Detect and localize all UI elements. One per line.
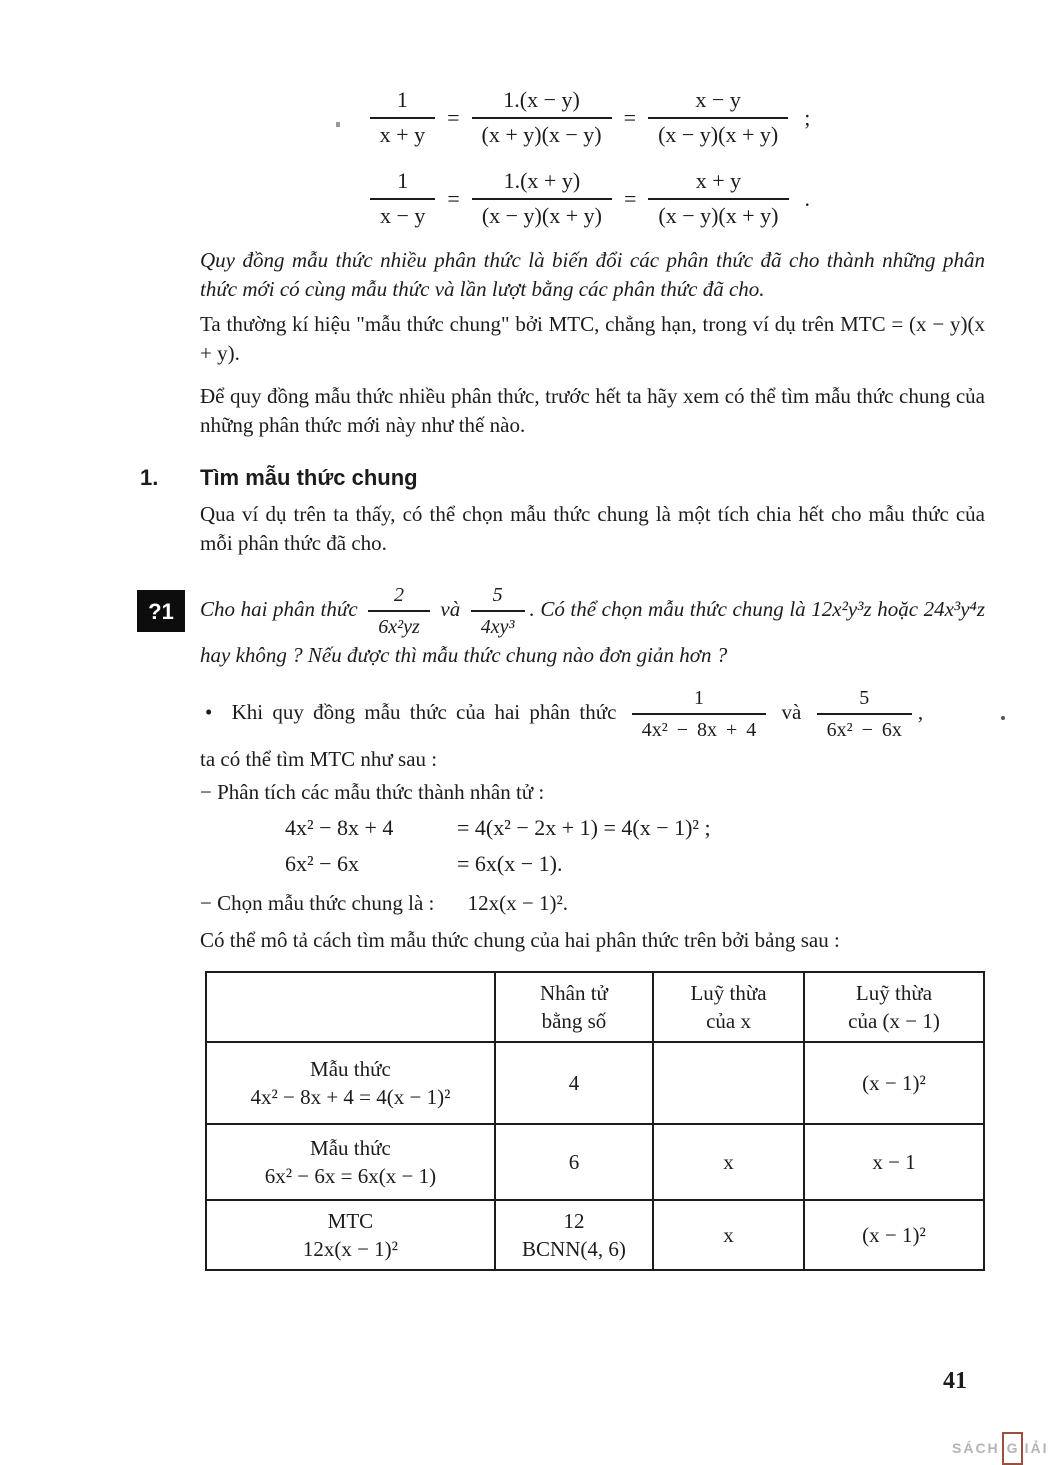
power-of-x-minus-1-cell: x − 1 [804,1124,984,1200]
bullet-marker: • [205,700,213,725]
equation-line-2 [370,167,810,230]
numeric-factor-cell: 12 BCNN(4, 6) [495,1200,653,1270]
watermark-logo-icon: G [1002,1432,1023,1465]
mtc-notation-paragraph: Ta thường kí hiệu "mẫu thức chung" bởi MTC, chẳng hạn, trong ví dụ trên MTC = (x − y)(x + y). [200,312,985,366]
fraction-2-over-6x2yz: $\frac{2}{\text{6x²yz}}$ [368,582,430,640]
row-label-cell: Mẫu thức 6x² − 6x = 6x(x − 1) [206,1124,495,1200]
equation-line-1 [370,86,811,149]
table-row-denominator-1 [206,1042,984,1124]
header-cell-power-of-x: Luỹ thừa của x [653,972,804,1042]
power-of-x-cell: x [653,1124,804,1200]
page-number: 41 [943,1368,967,1394]
question-1-block [137,582,985,671]
power-of-x-cell [653,1042,804,1124]
factor-equations [285,813,1024,879]
equals-sign: = [623,186,637,212]
table-intro-paragraph: Có thể mô tả cách tìm mẫu thức chung của hai phân thức trên bởi bảng sau : [200,928,840,953]
fraction-result-2: $\frac{x + y}{(x - y)(x + y)}$ [648,167,788,230]
table-row-mtc [206,1200,984,1270]
factor-step-label: − Phân tích các mẫu thức thành nhân tử : [200,780,545,805]
power-of-x-cell: x [653,1200,804,1270]
fraction-expanded-2: $\frac{1.(x + y)}{(x - y)(x + y)}$ [472,167,612,230]
power-of-x-minus-1-cell: (x − 1)² [804,1200,984,1270]
watermark-sach-giai: SÁCH G IẢI [952,1432,1048,1465]
header-cell-numeric-factor: Nhân tử bằng số [495,972,653,1042]
bullet-continuation: ta có thể tìm MTC như sau : [200,747,438,772]
lead-in-paragraph: Để quy đồng mẫu thức nhiều phân thức, trước hết ta hãy xem có thể tìm mẫu thức chung của những phân thức mới này như thế nào. [200,384,985,438]
header-cell-power-of-x-minus-1: Luỹ thừa của (x − 1) [804,972,984,1042]
factor-equation-2: 6x² − 6x = 6x(x − 1). [285,851,563,877]
section-intro-paragraph: Qua ví dụ trên ta thấy, có thể chọn mẫu thức chung là một tích chia hết cho mẫu thức của mỗi phân thức đã cho. [200,502,985,556]
scan-speck [336,122,340,127]
fraction-expanded-1: $\frac{1.(x - y)}{(x + y)(x - y)}$ [472,86,612,149]
intro-equations [200,86,980,230]
equals-sign: = [447,186,460,212]
fraction-result-1: $\frac{x - y}{(x - y)(x + y)}$ [648,86,788,149]
question-1-badge: ?1 [137,590,185,632]
header-cell-empty [206,972,495,1042]
definition-paragraph: Quy đồng mẫu thức nhiều phân thức là biến đổi các phân thức đã cho thành những phân thức mới có cùng mẫu thức và lần lượt bằng các phân thức đã cho. [200,248,985,302]
question-1-text: Cho hai phân thức $\frac{2}{\text{6x²yz}}$ và $\frac{5}{\text{4xy³}}$ . Có thể chọn mẫu thức chung là 12x²y³z hoặc 24x³y⁴z hay không ? Nếu được thì mẫu thức chung nào đơn giản hơn ? [200,584,986,668]
numeric-factor-cell: 6 [495,1124,653,1200]
chosen-mtc-value: 12x(x − 1)². [467,891,568,916]
fraction-5-over-6x2-6x: $\frac{5}{\text{6x² − 6x}}$ [817,685,912,743]
line-end-punctuation: . [804,186,810,212]
table-row-denominator-2 [206,1124,984,1200]
mtc-table [205,971,985,1271]
scan-speck [1001,716,1005,720]
row-label-cell: MTC 12x(x − 1)² [206,1200,495,1270]
section-heading [140,464,985,492]
table-header-row [206,972,984,1042]
choose-mtc-line: − Chọn mẫu thức chung là : 12x(x − 1)². [200,891,568,916]
fraction-1-over-x-minus-y: $\frac{1}{x - y}$ [370,167,435,230]
line-end-punctuation: ; [804,104,811,130]
section-title: Tìm mẫu thức chung [200,465,418,491]
fraction-5-over-4xy3: $\frac{5}{\text{4xy³}}$ [471,582,525,640]
section-number: 1. [140,465,159,491]
fraction-1-over-x-plus-y: $\frac{1}{x + y}$ [370,86,435,149]
equals-sign: = [623,104,637,130]
row-label-cell: Mẫu thức 4x² − 8x + 4 = 4(x − 1)² [206,1042,495,1124]
numeric-factor-cell: 4 [495,1042,653,1124]
bullet-paragraph: • Khi quy đồng mẫu thức của hai phân thức $\frac{1}{\text{4x² − 8x + 4}}$ và $\frac{5}{\text{6x² − 6x}}$ , [205,687,924,742]
equals-sign: = [447,104,460,130]
fraction-1-over-4x2-8x-4: $\frac{1}{\text{4x² − 8x + 4}}$ [632,685,767,743]
textbook-page [0,86,1048,1465]
factor-equation-1: 4x² − 8x + 4 = 4(x² − 2x + 1) = 4(x − 1)² ; [285,815,711,841]
power-of-x-minus-1-cell: (x − 1)² [804,1042,984,1124]
